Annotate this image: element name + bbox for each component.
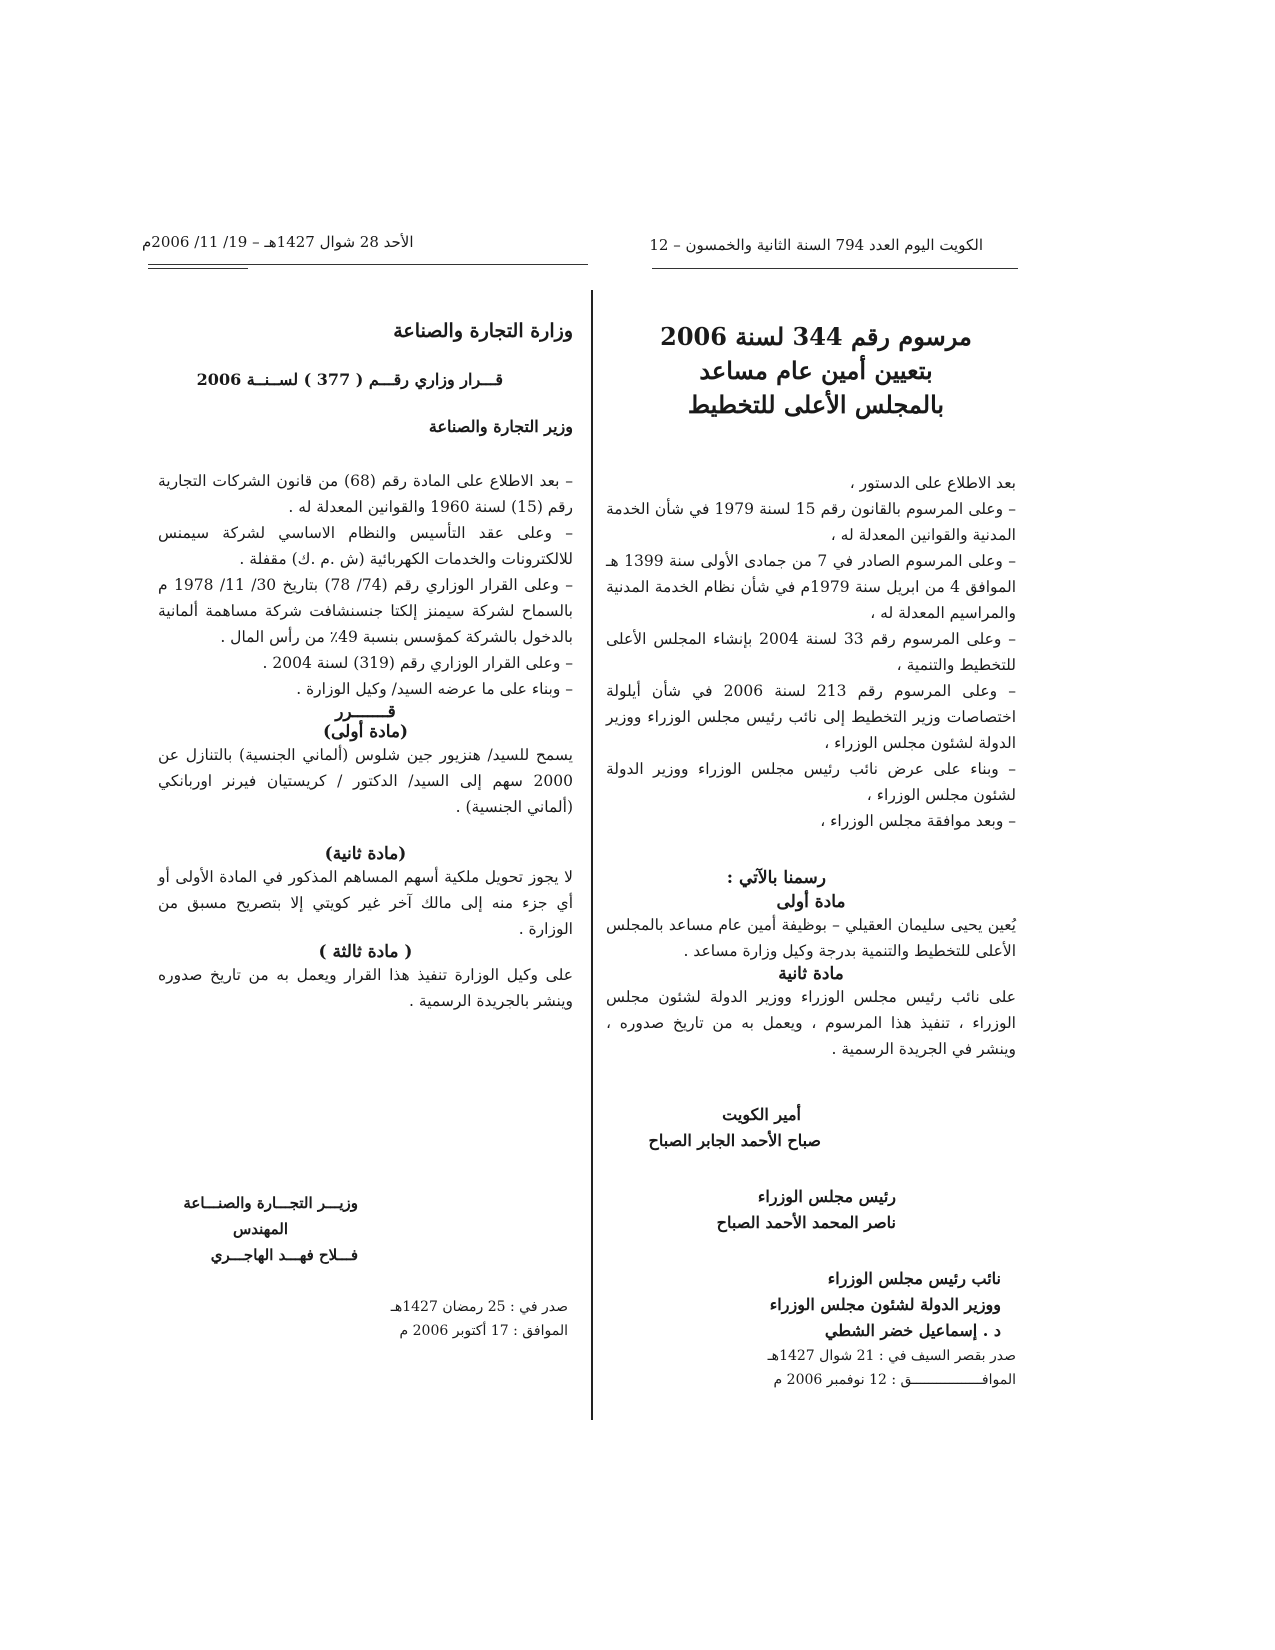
res-article3-text: على وكيل الوزارة تنفيذ هذا القرار ويعمل به من تاريخ صدوره وينشر بالجريدة الرسمية . [158, 966, 573, 1010]
header-rule-left-2 [148, 268, 248, 269]
resolution-column [158, 320, 573, 1014]
decree-title-line: مرسوم رقم 344 لسنة 2006 [660, 322, 972, 351]
decree-title [606, 320, 1026, 422]
dpm-title-2: ووزير الدولة لشئون مجلس الوزراء [769, 1295, 1001, 1314]
res-article3-title: ( مادة ثالثة ) [318, 942, 413, 962]
decree-title-line: بتعيين أمين عام مساعد [699, 356, 933, 385]
preamble-item: – وعلى المرسوم بالقانون رقم 15 لسنة 1979 في شأن الخدمة المدنية والقوانين المعدلة له ، [606, 500, 1016, 544]
decree-word: رسمنا بالآتي : [726, 868, 826, 888]
emir-signature [606, 1102, 821, 1154]
decree-preamble [606, 470, 1016, 834]
resolution-dates [368, 1295, 568, 1343]
preamble-item: – وعلى عقد التأسيس والنظام الاساسي لشركة سيمنس للالكترونات والخدمات الكهربائية (ش .م .ك) مقفلة . [158, 524, 573, 568]
pm-signature [606, 1184, 896, 1236]
column-divider [591, 290, 593, 1420]
decree-article1-text: يُعين يحيى سليمان العقيلي – بوظيفة أمين عام مساعد بالمجلس الأعلى للتخطيط والتنمية بدرجة وكيل وزارة مساعد . [606, 916, 1016, 960]
decree-issued-date: صدر بقصر السيف في : 21 شوال 1427هـ [767, 1348, 1016, 1364]
minister-sig-role: المهندس [232, 1220, 288, 1238]
preamble-item: – بعد الاطلاع على المادة رقم (68) من قانون الشركات التجارية رقم (15) لسنة 1960 والقوانين المعدلة له . [158, 472, 573, 516]
preamble-item: – وبعد موافقة مجلس الوزراء ، [820, 812, 1016, 830]
res-article1-title: (مادة أولى) [322, 722, 409, 742]
dpm-name: د . إسماعيل خضر الشطي [824, 1321, 1001, 1340]
running-header-left: الأحد 28 شوال 1427هـ – 19/ 11/ 2006م [142, 233, 414, 251]
preamble-item: – وعلى المرسوم رقم 33 لسنة 2004 بإنشاء المجلس الأعلى للتخطيط والتنمية ، [606, 630, 1016, 674]
res-article1-text: يسمح للسيد/ هنزيور جين شلوس (ألماني الجنسية) بالتنازل عن 2000 سهم إلى السيد/ الدكتور / كريستيان فيرنر اوربانكي (ألماني الجنسية) . [158, 746, 573, 816]
header-rule-right [652, 268, 1018, 269]
decree-article2-text: على نائب رئيس مجلس الوزراء ووزير الدولة لشئون مجلس الوزراء ، تنفيذ هذا المرسوم ، ويعمل به من تاريخ صدوره ، وينشر في الجريدة الرسمية . [606, 988, 1016, 1058]
resolution-issued-date: صدر في : 25 رمضان 1427هـ [390, 1299, 568, 1315]
minister-sig-name: فـــلاح فهـــد الهاجـــري [210, 1246, 358, 1264]
pm-title: رئيس مجلس الوزراء [757, 1187, 896, 1206]
decree-article1-title: مادة أولى [776, 892, 846, 912]
res-article2-title: (مادة ثانية) [324, 844, 407, 864]
minister-heading: وزير التجارة والصناعة [428, 417, 573, 436]
preamble-item: – وعلى المرسوم رقم 213 لسنة 2006 في شأن أيلولة اختصاصات وزير التخطيط إلى نائب رئيس مجلس الوزراء ووزير الدولة لشئون مجلس الوزراء ، [606, 682, 1016, 752]
resolution-preamble [158, 468, 573, 702]
preamble-item: – وعلى القرار الوزاري رقم (74/ 78) بتاريخ 30/ 11/ 1978 م بالسماح لشركة سيمنز إلكتا جنسنشافت شركة مساهمة ألمانية بالدخول بالشركة كمؤسس بنسبة 49٪ من رأس المال . [158, 576, 574, 646]
header-rule-left [148, 264, 588, 265]
pm-name: ناصر المحمد الأحمد الصباح [716, 1213, 896, 1232]
decree-corresponding-date: الموافـــــــــــــــــق : 12 نوفمبر 2006 م [773, 1372, 1016, 1388]
preamble-item: – وبناء على عرض نائب رئيس مجلس الوزراء ووزير الدولة لشئون مجلس الوزراء ، [606, 760, 1016, 804]
minister-sig-title: وزيـــر التجـــارة والصنـــاعة [183, 1194, 358, 1212]
ministry-heading: وزارة التجارة والصناعة [393, 320, 573, 342]
decree-title-line: بالمجلس الأعلى للتخطيط [687, 390, 945, 419]
resolution-title: قـــرار وزاري رقـــم ( 377 ) لســنــة 2006 [196, 370, 503, 389]
preamble-item: بعد الاطلاع على الدستور ، [849, 474, 1016, 492]
emir-title: أمير الكويت [722, 1105, 801, 1124]
decree-article2-title: مادة ثانية [778, 964, 844, 984]
res-article2-text: لا يجوز تحويل ملكية أسهم المساهم المذكور في المادة الأولى أو أي جزء منه إلى مالك آخر غير كويتي إلا بتصريح مسبق من الوزارة . [158, 868, 573, 938]
preamble-item: – وبناء على ما عرضه السيد/ وكيل الوزارة . [296, 680, 573, 698]
preamble-item: – وعلى المرسوم الصادر في 7 من جمادى الأولى سنة 1399 هـ الموافق 4 من ابريل سنة 1979م في شأن نظام الخدمة المدنية والمراسيم المعدلة له ، [606, 552, 1016, 622]
decree-column [606, 320, 1016, 1392]
emir-name: صباح الأحمد الجابر الصباح [648, 1131, 821, 1150]
decides-word: قـــــــرر [335, 702, 396, 722]
dpm-title: نائب رئيس مجلس الوزراء [827, 1269, 1001, 1288]
preamble-item: – وعلى القرار الوزاري رقم (319) لسنة 2004 . [262, 654, 573, 672]
dpm-signature [606, 1266, 1001, 1344]
running-header-right: الكويت اليوم العدد 794 السنة الثانية والخمسون – 12 [649, 236, 983, 254]
resolution-corresponding-date: الموافق : 17 أكتوبر 2006 م [399, 1323, 568, 1339]
minister-signature [158, 1190, 358, 1268]
